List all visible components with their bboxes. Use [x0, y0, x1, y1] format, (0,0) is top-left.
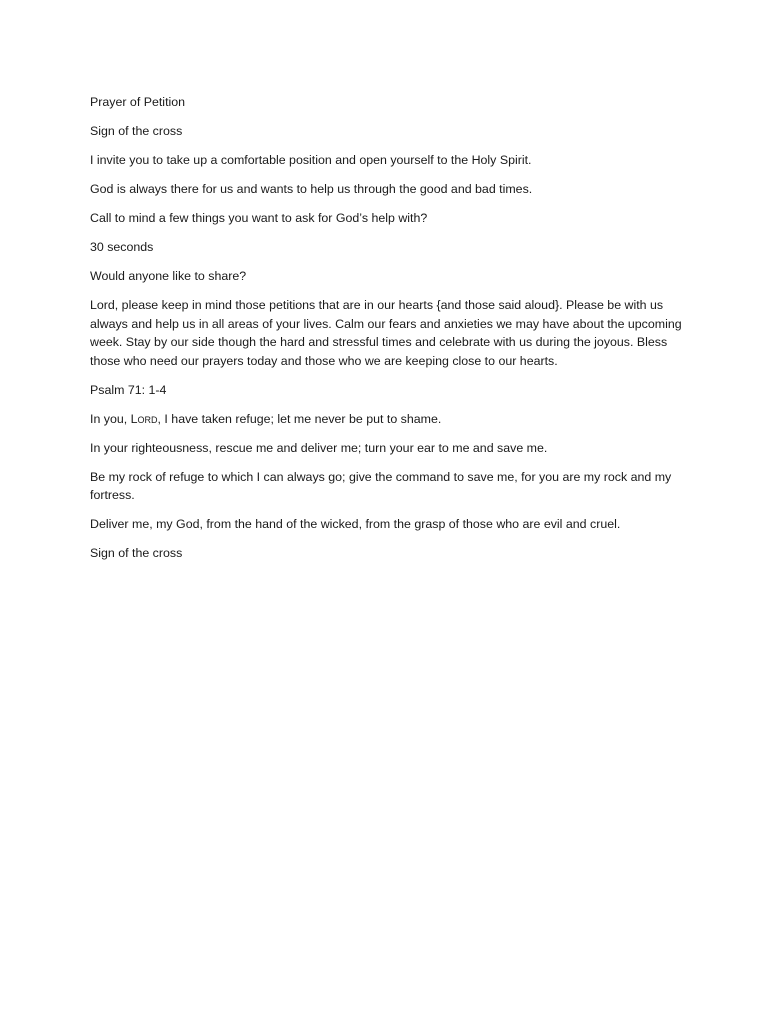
psalm-verse-1 — [90, 410, 690, 429]
god-always-paragraph: God is always there for us and wants to help us through the good and bad times. — [90, 182, 533, 196]
psalm-verse-1-lord: Lord — [130, 411, 158, 426]
psalm-verse-3: Be my rock of refuge to which I can always go; give the command to save me, for you are my rock and my fortress. — [90, 469, 672, 502]
psalm-reference: Psalm 71: 1-4 — [90, 382, 167, 397]
pause-duration: 30 seconds — [90, 240, 154, 254]
call-to-mind-paragraph: Call to mind a few things you want to ask for God’s help with? — [90, 211, 428, 225]
share-prompt: Would anyone like to share? — [90, 269, 247, 283]
document-title: Prayer of Petition — [90, 95, 186, 109]
document-page — [90, 93, 690, 573]
psalm-verse-4: Deliver me, my God, from the hand of the wicked, from the grasp of those who are evil and cruel. — [90, 517, 621, 531]
sign-of-cross-closing: Sign of the cross — [90, 546, 183, 560]
psalm-verse-2: In your righteousness, rescue me and deliver me; turn your ear to me and save me. — [90, 440, 548, 455]
psalm-verse-1-pre: In you, — [90, 411, 131, 426]
psalm-verse-1-post: , I have taken refuge; let me never be put to shame. — [157, 411, 442, 426]
petition-paragraph: Lord, please keep in mind those petitions that are in our hearts {and those said aloud}. Please be with us always and help us in all areas of your lives. Calm our fears and anxieties we may have about the upcoming week. Stay by our side though the hard and stressful times and celebrate with us during the joyous. Bless those who need our prayers today and those who we are keeping close to our hearts. — [90, 298, 682, 368]
invitation-paragraph: I invite you to take up a comfortable position and open yourself to the Holy Spirit. — [90, 153, 532, 167]
sign-of-cross-opening: Sign of the cross — [90, 124, 183, 138]
